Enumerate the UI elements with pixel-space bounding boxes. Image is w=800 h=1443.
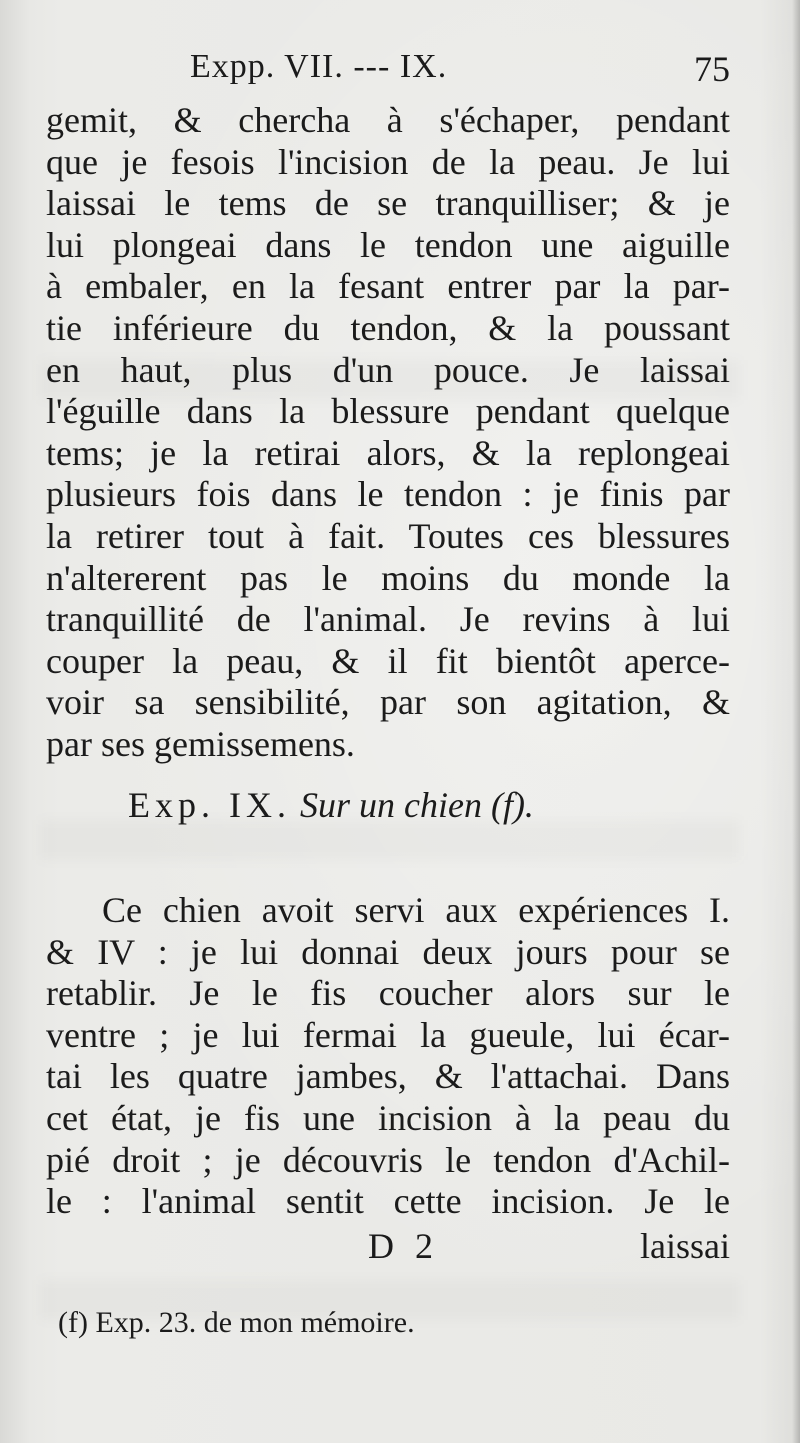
text-line: ventre ; je lui fermai la gueule, lui écar- (46, 1014, 730, 1055)
section-title: Sur un chien (f). (299, 785, 534, 825)
section-label: Exp. IX. (128, 785, 291, 825)
text-line: tems; je la retirai alors, & la replongeai (46, 432, 730, 473)
text-line: & IV : je lui donnai deux jours pour se (46, 931, 730, 972)
text-line: pié droit ; je découvris le tendon d'Achil- (46, 1139, 730, 1180)
text-line: cet état, je fis une incision à la peau du (46, 1097, 730, 1138)
text-line: laissai le tems de se tranquilliser; & je (46, 183, 730, 224)
catchword: laissai (640, 1226, 730, 1266)
text-line: par ses gemissemens. (46, 723, 355, 764)
page-header (190, 48, 730, 98)
page-number: 75 (694, 49, 730, 89)
text-line: voir sa sensibilité, par son agitation, & (46, 682, 730, 723)
footnote: (f) Exp. 23. de mon mémoire. (58, 1306, 415, 1339)
text-line: couper la peau, & il fit bientôt aperce- (46, 640, 730, 681)
paragraph-continued (46, 100, 730, 766)
text-line: lui plongeai dans le tendon une aiguille (46, 224, 730, 265)
page-footer (46, 1225, 730, 1269)
text-line: que je fesois l'incision de la peau. Je lui (46, 141, 730, 182)
text-line: Ce chien avoit servi aux expériences I. (102, 890, 730, 930)
text-line: la retirer tout à fait. Toutes ces blessures (46, 515, 730, 556)
text-line: en haut, plus d'un pouce. Je laissai (46, 349, 730, 390)
text-line: n'altererent pas le moins du monde la (46, 557, 730, 598)
text-line: le : l'animal sentit cette incision. Je le (46, 1181, 730, 1222)
text-line: tie inférieure du tendon, & la poussant (46, 307, 730, 348)
text-line: plusieurs fois dans le tendon : je finis par (46, 474, 730, 515)
signature-mark: D 2 (368, 1226, 439, 1266)
text-line: tai les quatre jambes, & l'attachai. Dans (46, 1056, 730, 1097)
text-line: tranquillité de l'animal. Je revins à lui (46, 599, 730, 640)
paragraph-experiment-ix (46, 890, 730, 1223)
text-line: l'éguille dans la blessure pendant quelque (46, 391, 730, 432)
text-line: retablir. Je le fis coucher alors sur le (46, 973, 730, 1014)
bleed-through-shadow (40, 820, 740, 860)
running-head: Expp. VII. --- IX. (190, 48, 448, 85)
page-edge-shadow (792, 0, 800, 1443)
section-heading (128, 784, 534, 826)
text-line: à embaler, en la fesant entrer par la par- (46, 266, 730, 307)
text-line: gemit, & chercha à s'échaper, pendant (46, 100, 730, 140)
